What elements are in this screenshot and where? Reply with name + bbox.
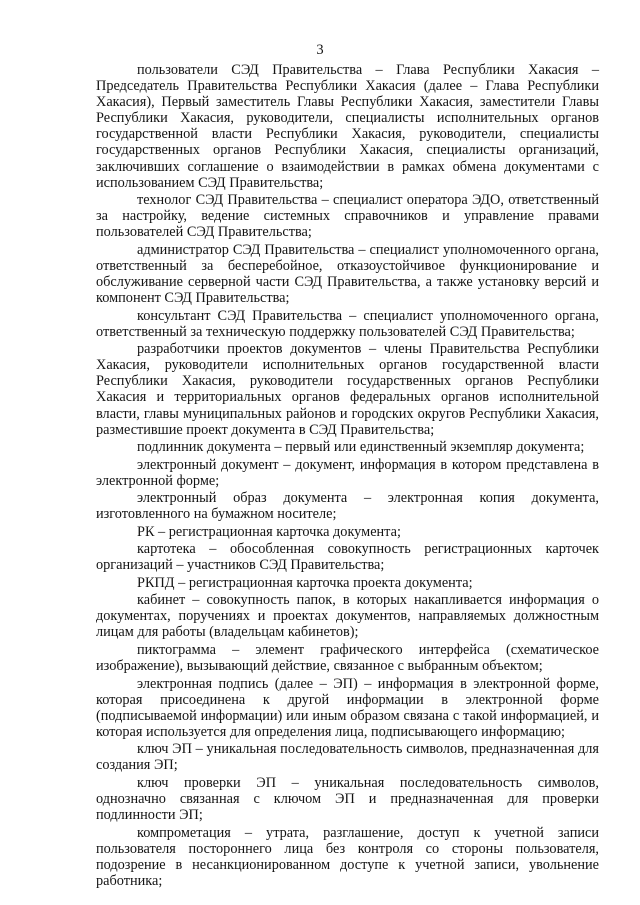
page-number: 3 [316,42,324,58]
definition-original-document: подлинник документа – первый или единственный экземпляр документа; [137,439,585,456]
definition-developers: разработчики проектов документов – члены Правительства Республики Хакасия, руководители исполнительных органов государственной власти Республики Хакасия, руководители государственных органов Республики Хакасия и территориальных органов федеральных органов исполнительной власти, главы муниципальных районов и городских округов Республики Хакасия, разместившие проект документа в СЭД Правительства; [96,341,599,438]
definition-electronic-image: электронный образ документа – электронная копия документа, изготовленного на бумажном носителе; [96,490,599,523]
definition-pictogram: пиктограмма – элемент графического интерфейса (схематическое изображение), вызывающий действие, связанное с выбранным объектом; [96,641,599,675]
definition-users: пользователи СЭД Правительства – Глава Республики Хакасия – Председатель Правительства Республики Хакасия (далее – Глава Республики Хакасия), Первый заместитель Главы Республики Хакасия, заместители Главы Республики Хакасия, руководители, специалисты исполнительных органов государственной власти Республики Хакасия, руководители, специалисты государственных органов Республики Хакасия, специалисты организаций, заключивших соглашение о взаимодействии в рамках обмена документами с использованием СЭД Правительства; [96,62,599,191]
definition-electronic-signature: электронная подпись (далее – ЭП) – информация в электронной форме, которая присоединена к другой информации в электронной форме (подписываемой информации) или иным образом связана с такой информацией, и которая используется для определения лица, подписывающего информацию; [96,675,599,740]
definition-signature-key: ключ ЭП – уникальная последовательность символов, предназначенная для создания ЭП; [96,741,599,774]
definition-verification-key: ключ проверки ЭП – уникальная последовательность символов, однозначно связанная с ключом ЭП и предназначенная для проверки подлинности ЭП; [96,774,599,824]
definition-rkpd: РКПД – регистрационная карточка проекта документа; [137,574,473,591]
definition-administrator: администратор СЭД Правительства – специалист уполномоченного органа, ответственный за бесперебойное, отказоустойчивое функционирование и обслуживание серверной части СЭД Правительства, а также установку версий и компонент СЭД Правительства; [96,241,599,307]
definition-card-index: картотека – обособленная совокупность регистрационных карточек организаций – участников СЭД Правительства; [96,541,599,574]
definition-consultant: консультант СЭД Правительства – специалист уполномоченного органа, ответственный за техническую поддержку пользователей СЭД Правительства; [96,307,599,340]
definition-compromise: компрометация – утрата, разглашение, доступ к учетной записи пользователя постороннего лица без контроля со стороны пользователя, подозрение в несанкционированном доступе к учетной записи, увольнение работника; [96,824,599,889]
definition-technologist: технолог СЭД Правительства – специалист оператора ЭДО, ответственный за настройку, ведение системных справочников и управление правами пользователей СЭД Правительства; [96,192,599,241]
definition-cabinet: кабинет – совокупность папок, в которых накапливается информация о документах, поручениях и проектах документов, направляемых должностным лицам для работы (владельцам кабинетов); [96,592,599,641]
definition-electronic-document: электронный документ – документ, информация в котором представлена в электронной форме; [96,456,599,489]
document-body [96,62,599,890]
definition-rk: РК – регистрационная карточка документа; [137,523,401,540]
